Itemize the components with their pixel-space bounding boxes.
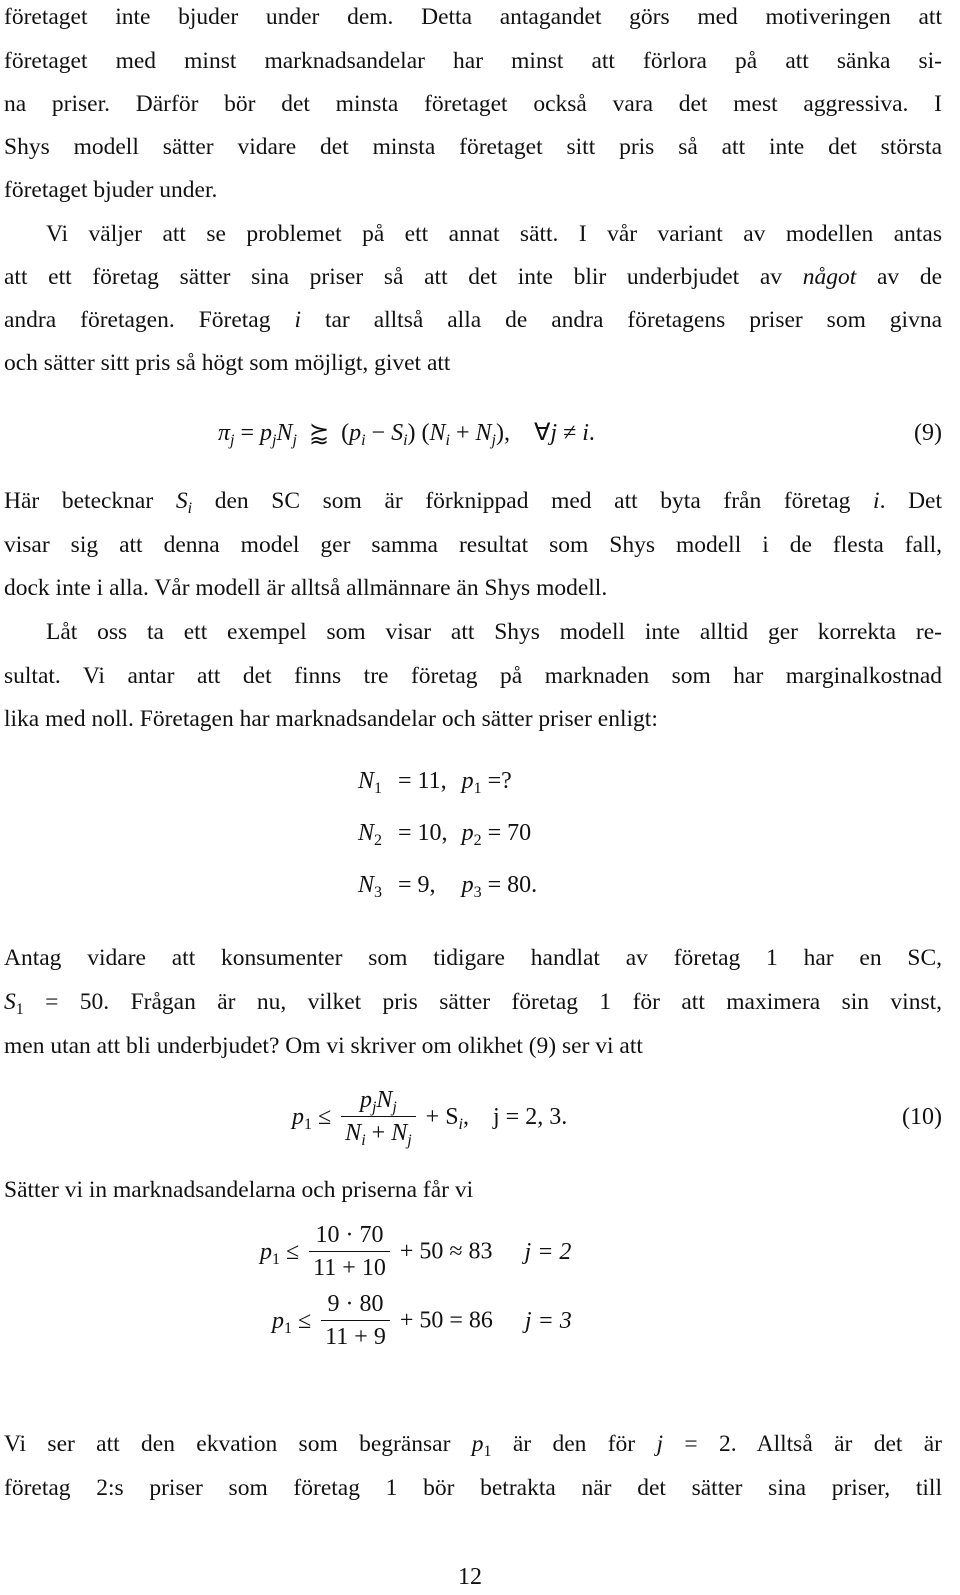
fraction-numerator: 10 · 70 bbox=[309, 1221, 390, 1252]
text-line bbox=[4, 486, 942, 516]
math-op: − bbox=[365, 420, 392, 446]
emphasis: något bbox=[802, 264, 857, 290]
equation-number: (10) bbox=[902, 1104, 942, 1130]
math-op: . bbox=[588, 420, 595, 446]
text-span: = 2. Alltså är det är bbox=[684, 1431, 942, 1457]
text-line: Låt oss ta ett exempel som visar att Shys modell inte alltid ger korrekta re- bbox=[46, 619, 942, 645]
fraction-denominator: 11 + 9 bbox=[325, 1324, 386, 1350]
system-row bbox=[358, 800, 545, 852]
math-value: + 50 ≈ 83 bbox=[399, 1238, 493, 1265]
math-var: p bbox=[359, 1087, 372, 1113]
math-value: = 11, bbox=[398, 768, 447, 794]
text-span: Här betecknar bbox=[4, 488, 154, 514]
math-var: p bbox=[349, 420, 362, 446]
text-span: = 50. Frågan är nu, vilket pris sätter företag 1 för att maximera sin vinst, bbox=[23, 989, 942, 1015]
fraction bbox=[321, 1290, 390, 1351]
math-var: p bbox=[461, 872, 474, 898]
math-var: p bbox=[260, 1238, 272, 1265]
equation-10 bbox=[292, 1086, 567, 1147]
math-sub: j bbox=[272, 432, 277, 449]
text-span: av de bbox=[876, 264, 942, 290]
math-var: i bbox=[294, 307, 301, 333]
math-var: i bbox=[582, 420, 589, 446]
text-line: visar sig att denna model ger samma resultat som Shys modell i de flesta fall, bbox=[4, 532, 942, 558]
math-var: j bbox=[550, 420, 558, 446]
math-sub: j bbox=[392, 1099, 397, 1116]
text-line: men utan att bli underbjudet? Om vi skriver om olikhet (9) ser vi att bbox=[4, 1033, 643, 1059]
math-sub: 1 bbox=[272, 1250, 280, 1268]
text-line bbox=[4, 305, 942, 335]
text-line bbox=[4, 1429, 942, 1459]
equation-number: (9) bbox=[914, 420, 942, 446]
math-sub: 1 bbox=[15, 1001, 24, 1018]
math-condition: j = 2 bbox=[524, 1238, 572, 1265]
math-var: N bbox=[345, 1120, 362, 1146]
math-op: ≤ bbox=[312, 1103, 338, 1130]
text-line bbox=[4, 262, 942, 292]
math-value: + 50 = 86 bbox=[399, 1307, 493, 1334]
text-line: Sätter vi in marknadsandelarna och priserna får vi bbox=[4, 1177, 474, 1203]
text-span: den SC som är förknippad med att byta från företag bbox=[214, 488, 851, 514]
text-line: sultat. Vi antar att det finns tre företag på marknaden som har marginalkostnad bbox=[4, 663, 942, 689]
market-share-system bbox=[358, 762, 545, 904]
math-var: p bbox=[260, 420, 273, 446]
math-sub: i bbox=[458, 1115, 463, 1133]
math-sub: 3 bbox=[374, 884, 383, 901]
math-sub: j bbox=[230, 432, 235, 449]
math-sub: i bbox=[187, 500, 193, 517]
system-row bbox=[358, 762, 545, 800]
math-sub: 1 bbox=[374, 780, 383, 797]
math-var: p bbox=[461, 820, 474, 846]
text-span: att ett företag sätter sina priser så att det inte blir underbjudet av bbox=[4, 264, 783, 290]
text-span: Vi ser att den ekvation som begränsar bbox=[4, 1431, 451, 1457]
math-var: N bbox=[475, 420, 492, 446]
math-var: S bbox=[4, 989, 16, 1015]
math-var: i bbox=[873, 488, 880, 514]
math-sub: j bbox=[292, 432, 297, 449]
math-var: N bbox=[276, 420, 293, 446]
math-op: ∀ bbox=[533, 420, 551, 446]
math-op: = bbox=[234, 420, 261, 446]
math-sub: j bbox=[407, 1132, 412, 1149]
math-sub: i bbox=[403, 432, 408, 449]
math-value: = 9, bbox=[398, 872, 436, 898]
text-line: Antag vidare att konsumenter som tidigare handlat av företag 1 har en SC, bbox=[4, 945, 942, 971]
math-var: N bbox=[358, 768, 375, 794]
math-sub: 2 bbox=[374, 832, 383, 849]
math-sub: 3 bbox=[473, 884, 482, 901]
text-line: företaget med minst marknadsandelar har minst att förlora på att sänka si- bbox=[4, 48, 942, 74]
math-var: j bbox=[656, 1431, 663, 1457]
math-value: = 10, bbox=[398, 820, 448, 846]
fraction-denominator: 11 + 10 bbox=[313, 1255, 386, 1281]
equation-9: $\pi_j = p_jN_j$ ⪸ $(p_i - S_i) (N_i + N_j)$, ∀j ≠ i. bbox=[218, 420, 595, 449]
math-var: p bbox=[471, 1431, 484, 1457]
math-sub: j bbox=[371, 1099, 377, 1116]
math-sub: j bbox=[491, 432, 496, 449]
text-span: . Det bbox=[879, 488, 943, 514]
fraction bbox=[309, 1221, 390, 1282]
math-op: + bbox=[449, 420, 476, 446]
text-line: dock inte i alla. Vår modell är alltså allmännare än Shys modell. bbox=[4, 575, 608, 601]
math-sub: i bbox=[361, 432, 366, 449]
fraction-numerator: 9 · 80 bbox=[321, 1290, 390, 1321]
math-var: N bbox=[358, 820, 375, 846]
math-value: =? bbox=[487, 768, 512, 794]
fraction bbox=[341, 1086, 415, 1147]
math-op: ⪸ bbox=[308, 420, 330, 446]
text-line: Shys modell sätter vidare det minsta företaget sitt pris så att inte det största bbox=[4, 134, 942, 160]
math-sub: 1 bbox=[304, 1115, 312, 1133]
math-sub: i bbox=[361, 1132, 366, 1149]
calculation-row-2 bbox=[272, 1290, 572, 1351]
math-sub: 1 bbox=[483, 1443, 492, 1460]
math-sub: 1 bbox=[284, 1319, 292, 1337]
text-line bbox=[4, 987, 942, 1017]
text-line: och sätter sitt pris så högt som möjligt, givet att bbox=[4, 350, 451, 376]
math-op: ≠ bbox=[557, 420, 583, 446]
math-op: ≤ bbox=[292, 1307, 318, 1334]
math-var: p bbox=[292, 1103, 304, 1130]
text-line: företag 2:s priser som företag 1 bör betrakta när det sätter sina priser, till bbox=[4, 1475, 942, 1501]
math-op: , j = 2, 3. bbox=[463, 1103, 568, 1130]
math-op: ≤ bbox=[280, 1238, 306, 1265]
math-var: N bbox=[358, 872, 375, 898]
math-op: , bbox=[503, 420, 510, 446]
math-condition: j = 3 bbox=[524, 1307, 572, 1334]
text-span: andra företagen. Företag bbox=[4, 307, 271, 333]
math-sub: 2 bbox=[473, 832, 482, 849]
math-var: S bbox=[391, 420, 404, 446]
math-sub: 1 bbox=[473, 780, 482, 797]
math-var: N bbox=[391, 1120, 408, 1146]
text-line: företaget inte bjuder under dem. Detta antagandet görs med motiveringen att bbox=[4, 4, 942, 30]
math-var: p bbox=[272, 1307, 284, 1334]
page-number: 12 bbox=[458, 1564, 482, 1590]
math-var: p bbox=[461, 768, 474, 794]
math-value: = 80. bbox=[487, 872, 538, 898]
math-var: S bbox=[175, 488, 188, 514]
math-op: + S bbox=[425, 1103, 459, 1130]
math-op: + bbox=[365, 1120, 392, 1146]
text-line: na priser. Därför bör det minsta företaget också vara det mest aggressiva. I bbox=[4, 91, 942, 117]
math-var: N bbox=[429, 420, 446, 446]
text-span: tar alltså alla de andra företagens priser som givna bbox=[324, 307, 943, 333]
math-var: N bbox=[376, 1087, 393, 1113]
math-var: π bbox=[218, 420, 231, 446]
text-line: lika med noll. Företagen har marknadsandelar och sätter priser enligt: bbox=[4, 706, 658, 732]
math-sub: i bbox=[445, 432, 450, 449]
text-line: företaget bjuder under. bbox=[4, 177, 218, 203]
calculation-row-1 bbox=[260, 1221, 571, 1282]
text-span: är den för bbox=[512, 1431, 636, 1457]
math-value: = 70 bbox=[487, 820, 532, 846]
text-line: Vi väljer att se problemet på ett annat sätt. I vår variant av modellen antas bbox=[46, 221, 942, 247]
system-row bbox=[358, 852, 545, 904]
